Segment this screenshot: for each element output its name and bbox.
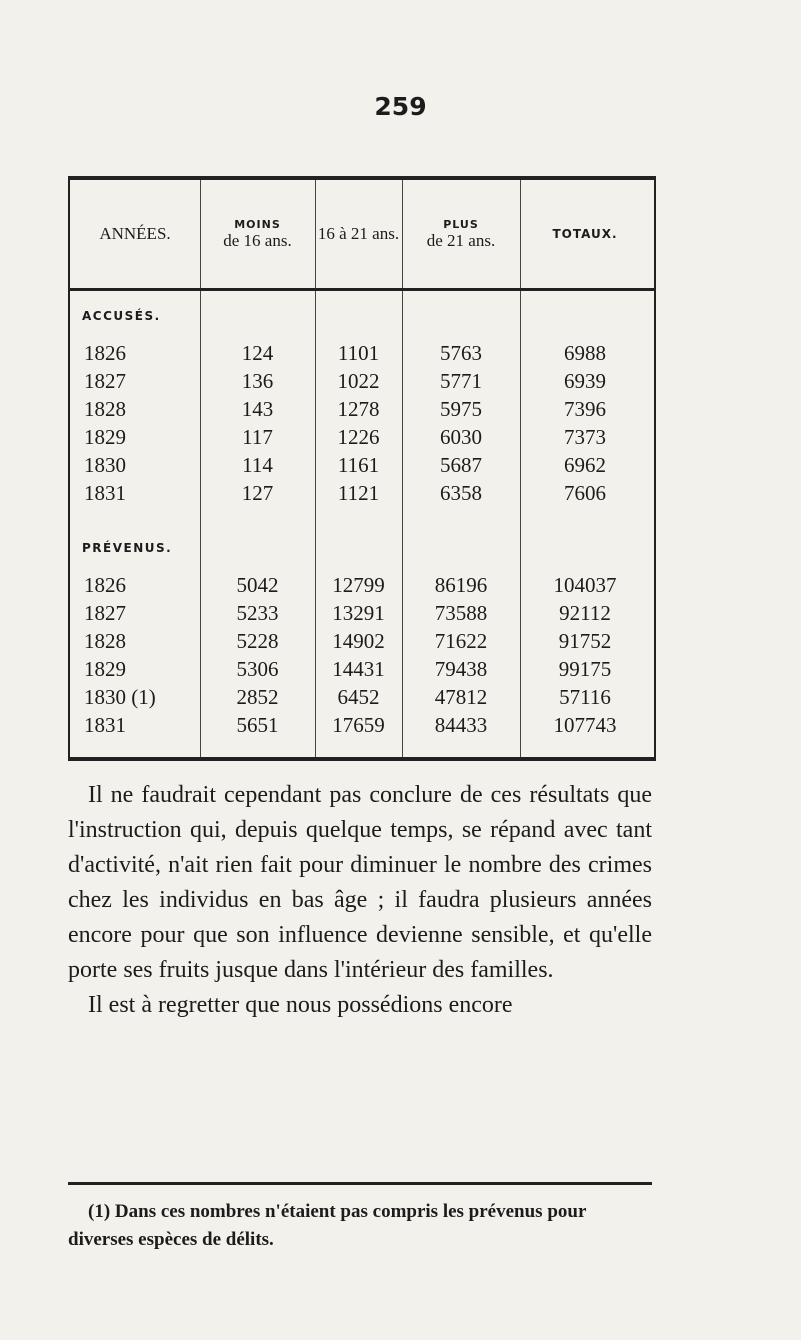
table-cell: 6962 xyxy=(564,453,606,477)
table-cell: 79438 xyxy=(434,657,488,681)
table-cell: 143 xyxy=(241,397,274,421)
table-cell: 1828 xyxy=(84,629,126,653)
table-cell: 99175 xyxy=(558,657,612,681)
table-cell: 47812 xyxy=(434,685,488,709)
table-cell: 84433 xyxy=(434,713,488,737)
table-cell: 1278 xyxy=(337,397,380,421)
table-cell: 7373 xyxy=(564,425,606,449)
table-cell: 1828 xyxy=(84,397,126,421)
table-cell: 6452 xyxy=(337,685,380,709)
table-cell: 2852 xyxy=(236,685,279,709)
table-cell: 5975 xyxy=(440,397,482,421)
table-cell: 1121 xyxy=(337,481,380,505)
table-cell: 7606 xyxy=(564,481,606,505)
section-label: PRÉVENUS. xyxy=(82,541,173,555)
table-cell: 6988 xyxy=(564,341,606,365)
section-label: ACCUSÉS. xyxy=(82,309,161,323)
table-row xyxy=(70,573,654,599)
table-cell: 71622 xyxy=(434,629,488,653)
header-cell-16-to-21: 16 à 21 ans. xyxy=(317,224,400,243)
header-cell-years: ANNÉES. xyxy=(99,224,171,243)
header-cell-totals: TOTAUX. xyxy=(552,227,618,241)
table-cell: 1827 xyxy=(84,369,126,393)
table-cell: 17659 xyxy=(332,713,385,737)
header-cell-under-16: MOINS de 16 ans. xyxy=(223,217,292,250)
table-cell: 5651 xyxy=(236,713,279,737)
table-row xyxy=(70,601,654,627)
table-cell: 5687 xyxy=(440,453,482,477)
table-cell: 1826 xyxy=(84,341,126,365)
table-cell: 5042 xyxy=(236,573,279,597)
table-cell: 57116 xyxy=(559,685,611,709)
table-cell: 114 xyxy=(242,453,273,477)
table-cell: 104037 xyxy=(553,573,617,597)
table-row xyxy=(70,425,654,451)
table-cell: 5233 xyxy=(236,601,279,625)
table-cell: 12799 xyxy=(332,573,385,597)
table-cell: 73588 xyxy=(434,601,488,625)
table-cell: 1831 xyxy=(84,713,126,737)
table-cell: 5306 xyxy=(236,657,279,681)
table-header-row xyxy=(70,180,654,291)
table-cell: 6939 xyxy=(564,369,606,393)
statistics-table xyxy=(68,176,656,761)
header-cell-over-21: PLUS de 21 ans. xyxy=(426,217,496,250)
page-number: 259 xyxy=(374,92,427,121)
paragraph-1: Il ne faudrait cependant pas conclure de ces résultats que l'instruction qui, depuis quelque temps, se répand avec tant d'activité, n'ait rien fait pour diminuer le nombre des crimes chez les individus en bas âge ; il faudra plusieurs années encore pour que son influence devienne sensible, et qu'elle porte ses fruits jusque dans l'intérieur des familles. xyxy=(68,782,652,983)
table-cell: 6030 xyxy=(440,425,482,449)
table-cell: 7396 xyxy=(564,397,606,421)
table-cell: 1829 xyxy=(84,425,126,449)
table-cell: 1827 xyxy=(84,601,126,625)
table-cell: 107743 xyxy=(553,713,617,737)
table-cell: 5763 xyxy=(440,341,482,365)
table-cell: 1022 xyxy=(337,369,380,393)
table-cell: 1831 xyxy=(84,481,126,505)
table-cell: 1830 (1) xyxy=(84,685,156,709)
table-cell: 5771 xyxy=(440,369,482,393)
body-text xyxy=(68,778,652,1023)
table-body xyxy=(70,291,654,757)
footnote: (1) Dans ces nombres n'étaient pas compris les prévenus pour diverses espèces de délits. xyxy=(68,1201,587,1250)
table-cell: 127 xyxy=(241,481,274,505)
table-cell: 1101 xyxy=(337,341,380,365)
table-row xyxy=(70,685,654,711)
table-cell: 14431 xyxy=(332,657,385,681)
table-row xyxy=(70,369,654,395)
table-row xyxy=(70,713,654,739)
table-cell: 91752 xyxy=(558,629,612,653)
table-cell: 6358 xyxy=(440,481,482,505)
table-row xyxy=(70,453,654,479)
table-cell: 1830 xyxy=(84,453,126,477)
table-cell: 14902 xyxy=(332,629,385,653)
table-cell: 86196 xyxy=(434,573,488,597)
table-cell: 1829 xyxy=(84,657,126,681)
table-row xyxy=(70,481,654,507)
footnote-rule xyxy=(68,1182,652,1185)
table-cell: 1226 xyxy=(337,425,380,449)
table-cell: 5228 xyxy=(236,629,279,653)
table-row xyxy=(70,341,654,367)
paragraph-2: Il est à regretter que nous possédions encore xyxy=(88,992,513,1018)
table-cell: 13291 xyxy=(332,601,385,625)
table-cell: 1826 xyxy=(84,573,126,597)
table-row xyxy=(70,397,654,423)
table-cell: 136 xyxy=(241,369,274,393)
table-cell: 124 xyxy=(241,341,274,365)
table-row xyxy=(70,657,654,683)
table-cell: 117 xyxy=(242,425,273,449)
table-row xyxy=(70,629,654,655)
table-cell: 1161 xyxy=(337,453,380,477)
table-cell: 92112 xyxy=(559,601,611,625)
